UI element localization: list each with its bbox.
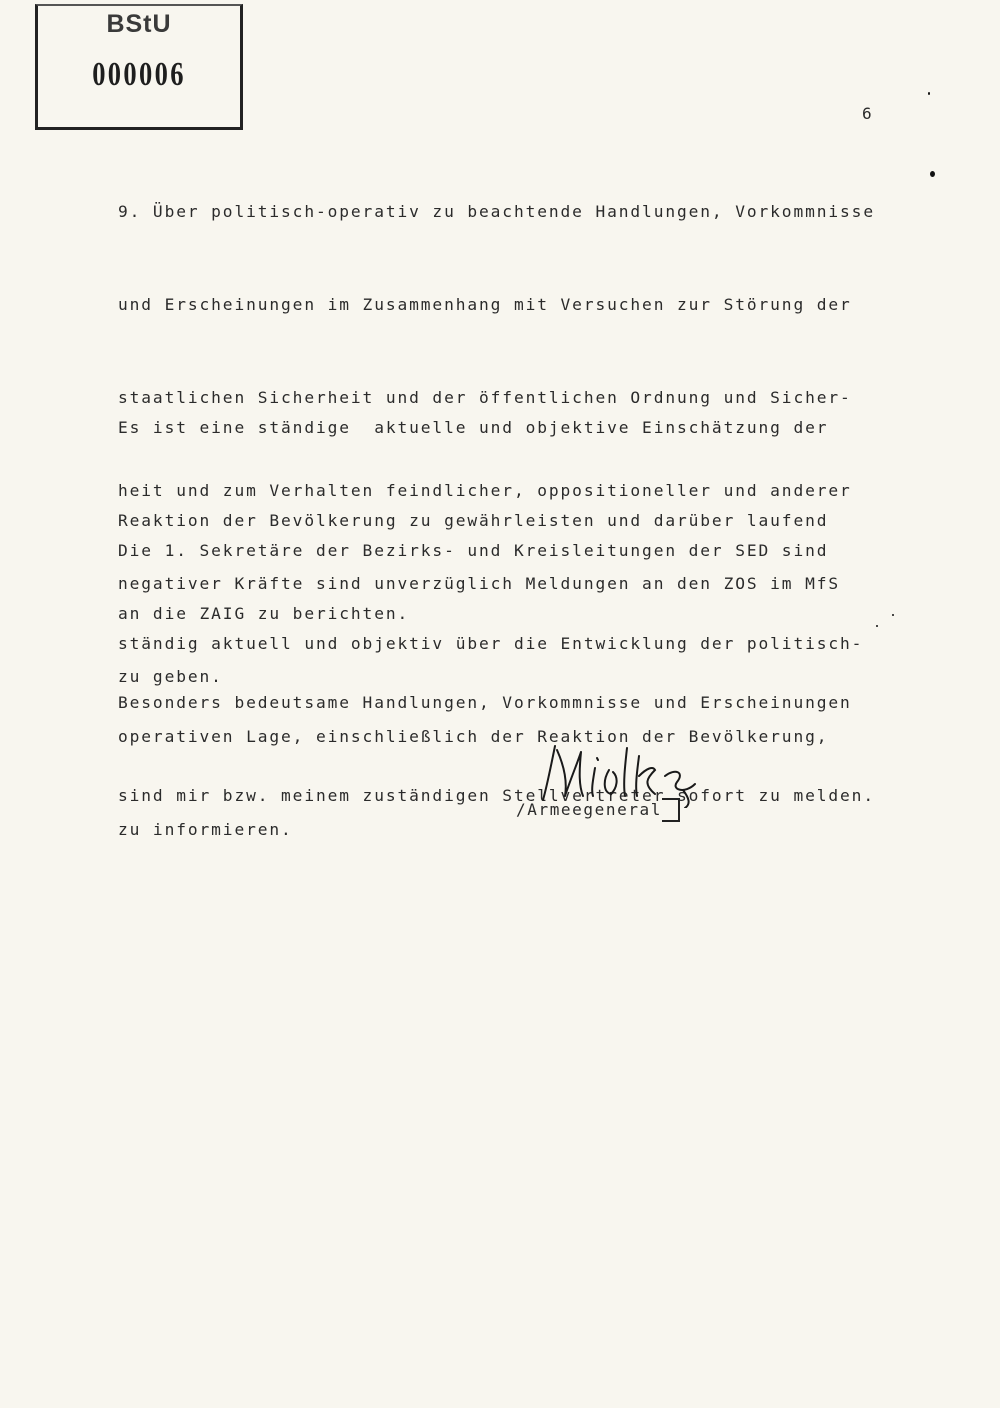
archive-stamp — [35, 4, 243, 130]
text-line: an die ZAIG zu berichten. — [118, 604, 410, 623]
paragraph-reporting — [118, 625, 918, 873]
text-line: negativer Kräfte sind unverzüglich Meldungen an den ZOS im MfS — [118, 574, 841, 593]
signatory-title: /Armeegeneral — [516, 800, 663, 819]
text-line: ständig aktuell und objektiv über die Entwicklung der politisch- — [118, 634, 864, 653]
text-line: Reaktion der Bevölkerung zu gewährleisten und darüber laufend — [118, 511, 829, 530]
text-line: heit und zum Verhalten feindlicher, oppositioneller und anderer — [118, 481, 852, 500]
stamp-number: 000006 — [92, 56, 186, 93]
ink-speck — [892, 614, 894, 616]
text-line: staatlichen Sicherheit und der öffentlichen Ordnung und Sicher- — [118, 388, 852, 407]
text-line: und Erscheinungen im Zusammenhang mit Versuchen zur Störung der — [118, 295, 852, 314]
text-line: Es ist eine ständige aktuelle und objektive Einschätzung der — [118, 418, 829, 437]
ink-speck — [876, 625, 878, 627]
text-line: Besonders bedeutsame Handlungen, Vorkommnisse und Erscheinungen — [118, 693, 852, 712]
ink-speck — [930, 171, 935, 177]
text-line: zu geben. — [118, 667, 223, 686]
stamp-title: BStU — [106, 10, 172, 38]
text-line: 9. Über politisch-operativ zu beachtende Handlungen, Vorkommnisse — [118, 202, 875, 221]
page-number: 6 — [862, 104, 874, 123]
text-line: sind mir bzw. meinem zuständigen Stellvertreter sofort zu melden. — [118, 786, 875, 805]
handwritten-signature — [535, 738, 715, 808]
signature-bracket — [662, 798, 680, 822]
text-line: zu informieren. — [118, 820, 293, 839]
text-line: Die 1. Sekretäre der Bezirks- und Kreisleitungen der SED sind — [118, 541, 829, 560]
ink-speck — [928, 92, 930, 95]
text-line: operativen Lage, einschließlich der Reaktion der Bevölkerung, — [118, 727, 829, 746]
